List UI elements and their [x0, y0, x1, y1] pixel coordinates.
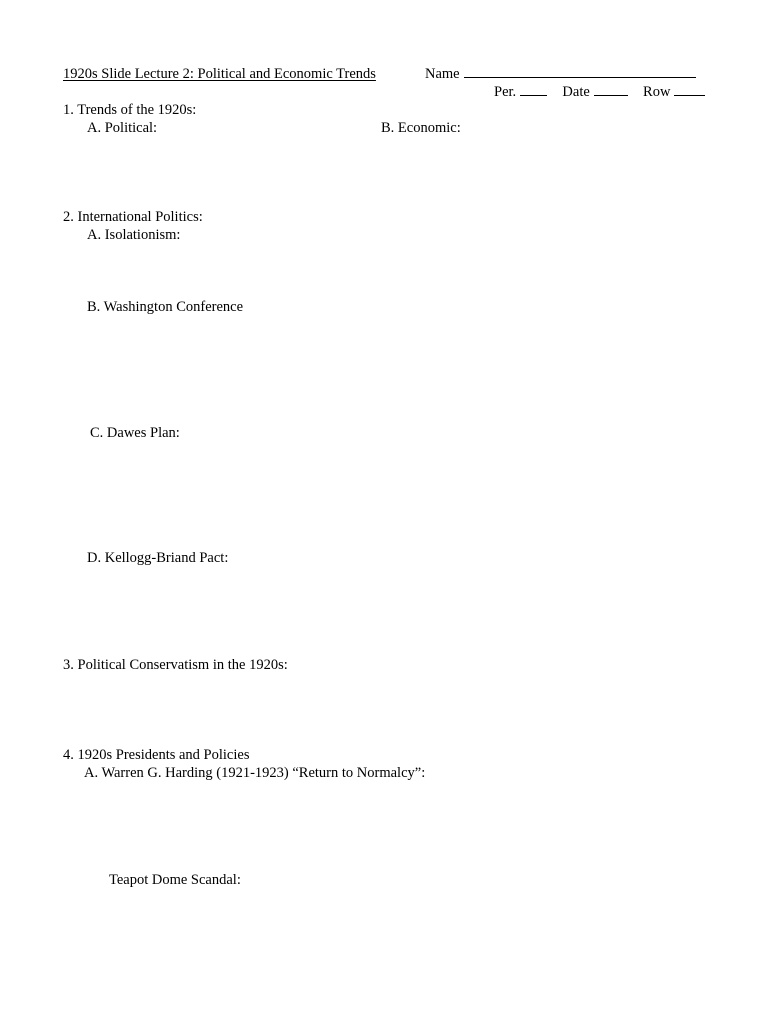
date-label: Date [562, 84, 590, 100]
per-date-row-fields [494, 85, 705, 100]
section-2a-isolationism: A. Isolationism: [87, 227, 181, 243]
row-blank-line [674, 94, 705, 96]
section-1-heading: 1. Trends of the 1920s: [63, 102, 197, 118]
section-2c-dawes-plan: C. Dawes Plan: [90, 425, 180, 441]
per-label: Per. [494, 84, 517, 100]
section-4a-harding: A. Warren G. Harding (1921-1923) “Return to Normalcy”: [84, 765, 426, 781]
name-blank-line [464, 76, 696, 78]
section-2b-washington-conference: B. Washington Conference [87, 299, 244, 315]
name-field [425, 67, 696, 82]
per-blank-line [520, 94, 547, 96]
name-label: Name [425, 66, 460, 82]
section-1a-political: A. Political: [87, 120, 158, 136]
row-label: Row [643, 84, 671, 100]
teapot-dome-scandal: Teapot Dome Scandal: [109, 872, 241, 888]
section-1b-economic: B. Economic: [381, 120, 461, 136]
date-blank-line [594, 94, 628, 96]
worksheet-title: 1920s Slide Lecture 2: Political and Economic Trends [63, 66, 376, 82]
section-2-heading: 2. International Politics: [63, 209, 203, 225]
section-3-heading: 3. Political Conservatism in the 1920s: [63, 657, 288, 673]
section-4-heading: 4. 1920s Presidents and Policies [63, 747, 250, 763]
section-2d-kellogg-briand-pact: D. Kellogg-Briand Pact: [87, 550, 229, 566]
